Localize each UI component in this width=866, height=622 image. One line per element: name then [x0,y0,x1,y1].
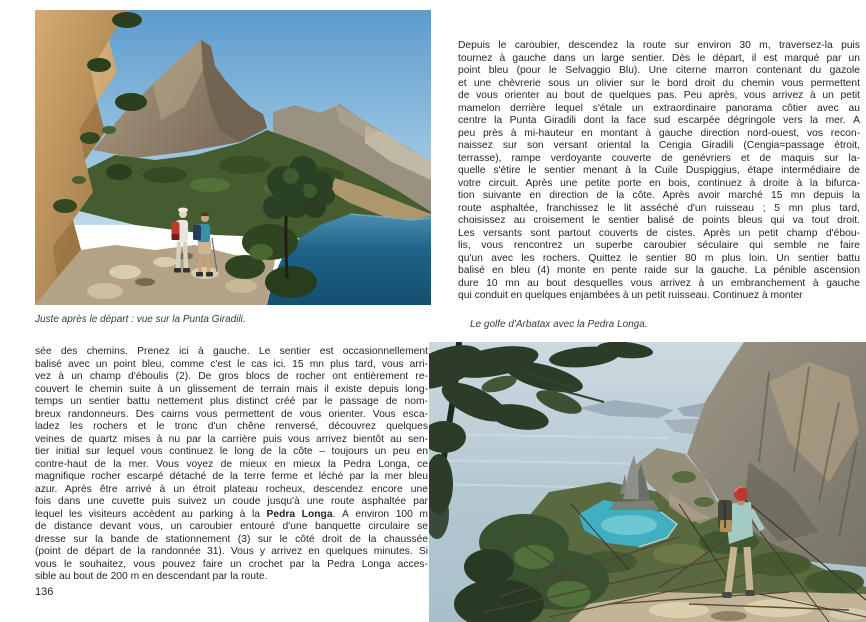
left-body-text: sée des chemins. Prenez ici à gauche. Le sentier est occasionnellement balisé avec un point bleu, comme c'est le cas ici. 15 mn plus tard, vous arri- vez à un champ d'éboulis (2). De gros blocs de rocher ont entièrement re- couvert le chemin suite à un glissement de terrain mais il existe depuis long- temps un sentier battu nettement plus distinct créé par le passage de nom- breux randonneurs. Des cairns vous permettent de vous orienter. Vous esca- ladez les rochers et le tronc d'un chêne renversé, découvrez quelques veines de quartz mises à nu par la carrière puis vous arrivez bientôt au sen- tier initial sur lequel vous continuez le long de la côte – toujours un peu en contre-haut de la mer. Vous voyez de mieux en mieux la Pedra Longa, ce magnifique rocher escarpé détaché de la terre ferme et léché par la mer bleu azur. Après être arrivé à un étroit plateau rocheux, descendez encore une fois dans une cuvette puis suivez un coude jusqu'à une route asphaltée par lequel les visiteurs accèdent au parking à la Pedra Longa. À environ 100 m de distance devant vous, un caroubier entouré d'une banquette circulaire se dresse sur la bande de stationnement (3) sur le côté droit de la chaussée (point de départ de la randonnée 31). Vous y arrivez en quelques minutes. Si vous le souhaitez, vous pouvez faire un crochet par la Pedra Longa acces- sible au bout de 200 m en descendant par la route. [35,346,428,582]
left-photo-caption: Juste après le départ : vue sur la Punta Giradili. [35,314,246,325]
right-photo-caption: Le golfe d'Arbatax avec la Pedra Longa. [470,319,648,330]
page-number: 136 [35,586,54,598]
right-body-text: Depuis le caroubier, descendez la route sur environ 30 m, traversez-la puis tournez à gauche dans un large sentier. Dès le départ, il est marqué par un point bleu (pour le Selvaggio Blu). Une citerne marron contenant du gazole et une chèvrerie sous un olivier sur le bord droit du chemin vous permettent de vous orienter au bout de quelques pas. Peu après, vous arrivez à un petit mamelon derrière lequel s'étale un extraordinaire panorama côtier avec au centre la Punta Giradili dont la face sud escarpée dégringole vers la mer. À peu près à mi-hauteur en montant à gauche direction nord-ouest, vos recon- naissez sur son versant oriental la Cengia Giradili (Cengia=passage étroit, terrasse), rampe verdoyante couverte de genévriers et de maquis sur la- quelle s'étire le sentier menant à la Cuile Duspiggius, étape intermédiaire de votre circuit. Après une petite porte en bois, continuez à droite à la bifurca- tion suivante en direction de la côte. Après avoir marché 15 mn depuis la route asphaltée, franchissez le lit asséché d'un ruisseau ; 5 mn plus tard, choisissez au croisement le sentier balisé de points bleus qui va tout droit. Les versants sont partout couverts de cistes. Après un petit champ d'ébou- lis, vous rencontrez un superbe caroubier séculaire qui semble ne faire qu'un avec les rochers. Quittez le sentier 80 m plus loin. Un sentier battu balisé en bleu (4) monte en pente raide sur la gauche. La pénible ascension dure 10 mn au bout desquelles vous arrivez à un embranchement à gauche qui conduit en quelques enjambées à un petit ruisseau. Continuez à monter [458,40,860,301]
photo-punta-giradili [35,10,431,305]
photo-golfe-arbatax-pedra-longa [429,342,866,622]
